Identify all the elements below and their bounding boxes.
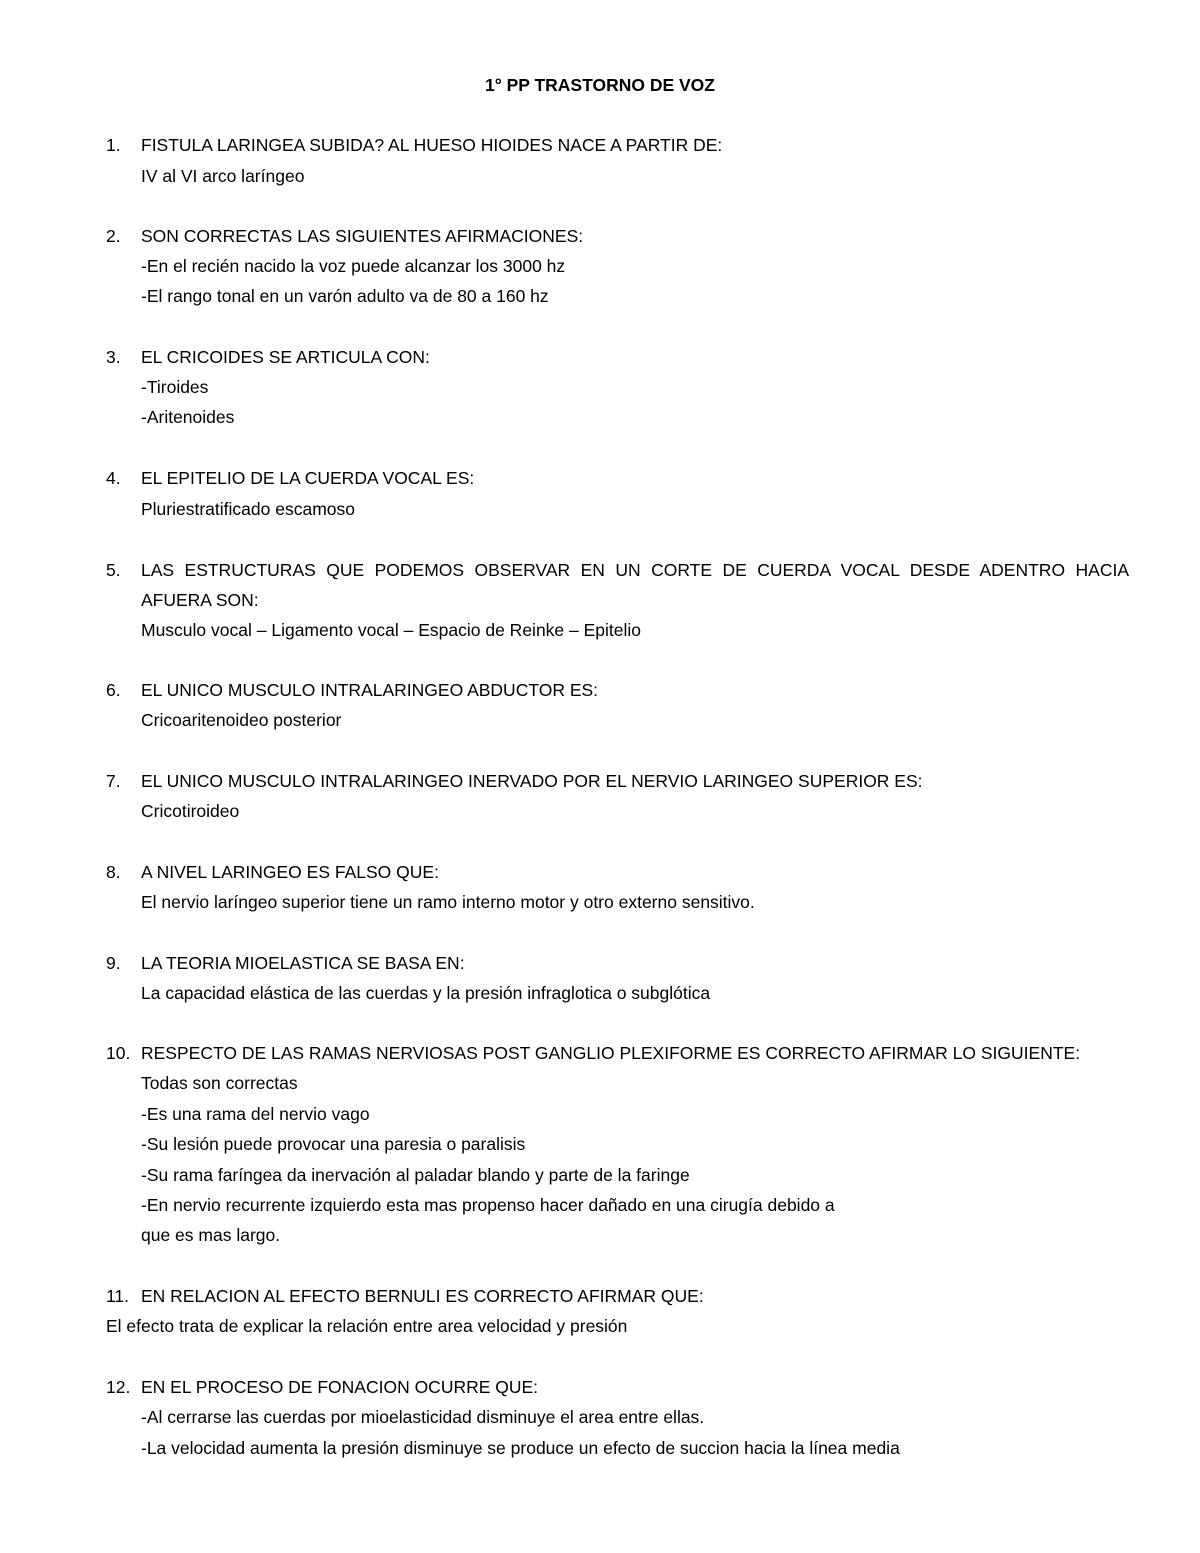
page-title: 1° PP TRASTORNO DE VOZ — [484, 75, 715, 95]
answer-text: que es mas largo. — [141, 1225, 281, 1245]
answer-text: -Su lesión puede provocar una paresia o paralisis — [141, 1134, 526, 1154]
question-number: 5. — [106, 560, 121, 580]
question-text: EN EL PROCESO DE FONACION OCURRE QUE: — [141, 1377, 539, 1397]
answer-text: -En nervio recurrente izquierdo esta mas propenso hacer dañado en una cirugía debido a — [141, 1195, 835, 1215]
question-text: LA TEORIA MIOELASTICA SE BASA EN: — [141, 953, 465, 973]
question-number: 2. — [106, 226, 121, 246]
question-text: A NIVEL LARINGEO ES FALSO QUE: — [141, 862, 439, 882]
question-text: RESPECTO DE LAS RAMAS NERVIOSAS POST GANGLIO PLEXIFORME ES CORRECTO AFIRMAR LO SIGUIENTE: — [141, 1043, 1081, 1063]
question-text: EN RELACION AL EFECTO BERNULI ES CORRECTO AFIRMAR QUE: — [141, 1286, 704, 1306]
answer-text: -En el recién nacido la voz puede alcanzar los 3000 hz — [141, 256, 566, 276]
question-number: 3. — [106, 347, 121, 367]
answer-text: -La velocidad aumenta la presión disminuye se produce un efecto de succion hacia la línea media — [141, 1438, 900, 1458]
question-text: LAS ESTRUCTURAS QUE PODEMOS OBSERVAR EN UN CORTE DE CUERDA VOCAL DESDE ADENTRO HACIA — [141, 560, 1129, 580]
question-number: 8. — [106, 862, 121, 882]
question-text: EL UNICO MUSCULO INTRALARINGEO INERVADO POR EL NERVIO LARINGEO SUPERIOR ES: — [141, 771, 923, 791]
question-number: 9. — [106, 953, 121, 973]
question-text: AFUERA SON: — [141, 590, 259, 610]
question-text: SON CORRECTAS LAS SIGUIENTES AFIRMACIONES: — [141, 226, 584, 246]
answer-text: Cricotiroideo — [141, 801, 240, 821]
question-text: EL CRICOIDES SE ARTICULA CON: — [141, 347, 430, 367]
answer-text: IV al VI arco laríngeo — [141, 166, 305, 186]
answer-text: Musculo vocal – Ligamento vocal – Espacio de Reinke – Epitelio — [141, 620, 642, 640]
answer-text: -Es una rama del nervio vago — [141, 1104, 370, 1124]
question-number: 6. — [106, 680, 121, 700]
question-text: FISTULA LARINGEA SUBIDA? AL HUESO HIOIDES NACE A PARTIR DE: — [141, 135, 723, 155]
answer-text: -El rango tonal en un varón adulto va de 80 a 160 hz — [141, 286, 549, 306]
question-number: 1. — [106, 135, 121, 155]
answer-text: -Al cerrarse las cuerdas por mioelasticidad disminuye el area entre ellas. — [141, 1407, 705, 1427]
answer-text: -Aritenoides — [141, 407, 235, 427]
question-text: EL UNICO MUSCULO INTRALARINGEO ABDUCTOR ES: — [141, 680, 599, 700]
question-number: 4. — [106, 468, 121, 488]
answer-text: La capacidad elástica de las cuerdas y la presión infraglotica o subglótica — [141, 983, 711, 1003]
answer-text: -Tiroides — [141, 377, 209, 397]
answer-text: -Su rama faríngea da inervación al paladar blando y parte de la faringe — [141, 1165, 690, 1185]
question-number: 11. — [106, 1286, 130, 1306]
answer-text: Todas son correctas — [141, 1073, 298, 1093]
answer-text: El efecto trata de explicar la relación entre area velocidad y presión — [106, 1316, 628, 1336]
question-number: 7. — [106, 771, 121, 791]
answer-text: El nervio laríngeo superior tiene un ramo interno motor y otro externo sensitivo. — [141, 892, 755, 912]
answer-text: Cricoaritenoideo posterior — [141, 710, 342, 730]
question-number: 12. — [106, 1377, 131, 1397]
question-number: 10. — [106, 1043, 131, 1063]
answer-text: Pluriestratificado escamoso — [141, 499, 355, 519]
question-text: EL EPITELIO DE LA CUERDA VOCAL ES: — [141, 468, 475, 488]
